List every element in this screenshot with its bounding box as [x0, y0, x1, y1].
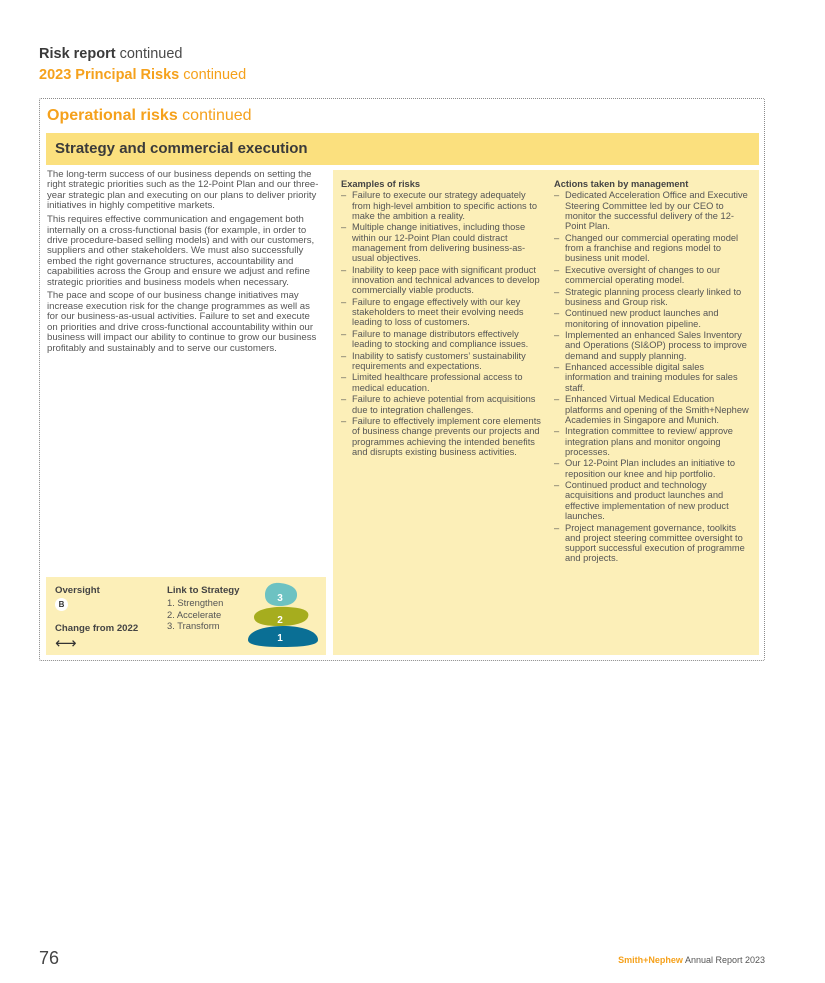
link-strategy-list	[167, 597, 223, 632]
examples-heading: Examples of risks	[341, 179, 421, 189]
list-item: – Multiple change initiatives, including those within our 12-Point Plan could distract management from delivering business-as-usual objectives.	[341, 222, 541, 263]
subsection-title: 2023 Principal Risks	[39, 67, 180, 83]
stack-number: 1	[277, 633, 283, 644]
change-label: Change from 2022	[55, 623, 139, 634]
stack-number: 2	[277, 615, 283, 626]
list-item: – Changed our commercial operating model from a franchise and regions model to business unit model.	[554, 233, 752, 264]
list-item: – Integration committee to review/ approve integration plans and monitor ongoing processes.	[554, 426, 752, 457]
risk-title: Strategy and commercial execution	[55, 140, 308, 157]
stack-number: 3	[277, 593, 283, 604]
link-strategy-label: Link to Strategy	[167, 585, 240, 596]
oversight-label: Oversight	[55, 585, 100, 596]
list-item: – Implemented an enhanced Sales Inventory and Operations (SI&OP) process to improve demand and supply planning.	[554, 330, 752, 361]
list-item: – Enhanced accessible digital sales information and training modules for sales staff.	[554, 362, 752, 393]
strategy-stack-icon	[246, 581, 320, 649]
section-continued: continued	[119, 46, 183, 62]
strategy-item: 1. Strengthen	[167, 597, 224, 608]
examples-column	[341, 179, 541, 458]
list-item: – Failure to achieve potential from acquisitions due to integration challenges.	[341, 394, 541, 415]
list-item: – Executive oversight of changes to our commercial operating model.	[554, 265, 752, 286]
list-item: – Continued product and technology acquisitions and product launches and effective implementation of new product launches.	[554, 480, 752, 521]
list-item: – Failure to execute our strategy adequately from high-level ambition to specific actions to make the ambition a reality.	[341, 190, 541, 221]
examples-list	[341, 190, 541, 457]
page-number: 76	[39, 948, 60, 968]
list-item: – Strategic planning process clearly linked to business and Group risk.	[554, 287, 752, 308]
list-item: – Continued new product launches and monitoring of innovation pipeline.	[554, 308, 752, 329]
panel-title-continued: continued	[182, 107, 252, 124]
section-title: Risk report	[39, 46, 116, 62]
section-header	[39, 46, 182, 63]
list-item: – Limited healthcare professional access to medical education.	[341, 372, 541, 393]
strategy-item: 2. Accelerate	[167, 608, 222, 620]
risk-title-bar	[46, 133, 759, 165]
footer-report	[618, 955, 765, 965]
list-item: – Project management governance, toolkits and project steering committee oversight to support successful execution of programme and projects.	[554, 523, 752, 564]
strategy-item: 3. Transform	[167, 620, 220, 631]
list-item: – Inability to satisfy customers’ sustainability requirements and expectations.	[341, 351, 541, 372]
risk-description	[47, 170, 323, 357]
actions-column	[554, 179, 752, 565]
subsection-continued: continued	[183, 67, 247, 83]
list-item: – Dedicated Acceleration Office and Executive Steering Committee led by our CEO to monitor the successful delivery of the 12-Point Plan.	[554, 190, 752, 231]
subsection-header	[39, 67, 246, 84]
oversight-badge: B	[55, 598, 68, 611]
stack-layer-1	[248, 626, 318, 647]
list-item: – Failure to effectively implement core elements of business change prevents our projects and programmes achieving the intended benefits and disrupts existing business activities.	[341, 416, 541, 457]
list-item: – Failure to manage distributors effectively leading to stocking and compliance issues.	[341, 329, 541, 350]
actions-list	[554, 190, 752, 563]
two-way-arrow-icon: ⟷	[55, 635, 77, 652]
description-paragraph: This requires effective communication and engagement both internally on a cross-functional basis (for example, in order to drive procedure-based selling models) and with our customers, suppliers and other stakeholders. We must also successfully embed the right governance structures, accountability and capabilities across the Group and ensure we adjust and refine strategic priorities and business models when necessary.	[47, 214, 315, 288]
list-item: – Enhanced Virtual Medical Education platforms and opening of the Smith+Nephew Academies in Singapore and Munich.	[554, 394, 752, 425]
actions-heading: Actions taken by management	[554, 179, 689, 189]
description-paragraph: The long-term success of our business depends on setting the right strategic priorities such as the 12-Point Plan and our three-year strategic plan and executing on our plans to deliver priority initiatives in highly competitive markets.	[47, 169, 319, 212]
list-item: – Inability to keep pace with significant product innovation and technical advances to develop commercially viable products.	[341, 265, 541, 296]
panel-title-bold: Operational risks	[47, 107, 178, 124]
list-item: – Failure to engage effectively with our key stakeholders to meet their evolving needs leading to loss of customers.	[341, 297, 541, 328]
list-item: – Our 12-Point Plan includes an initiative to reposition our knee and hip portfolio.	[554, 458, 752, 479]
panel-title	[47, 106, 252, 126]
description-paragraph: The pace and scope of our business change initiatives may increase execution risk for the change programmes as well as for our business-as-usual activities. Failure to set and execute on priorities and drive cross-functional accountability within our business will impact our ability to continue to grow our business profitably and sustainably and to serve our customers.	[47, 290, 317, 354]
footer-report-title: Annual Report 2023	[684, 955, 765, 965]
footer-brand: Smith+Nephew	[618, 955, 683, 965]
